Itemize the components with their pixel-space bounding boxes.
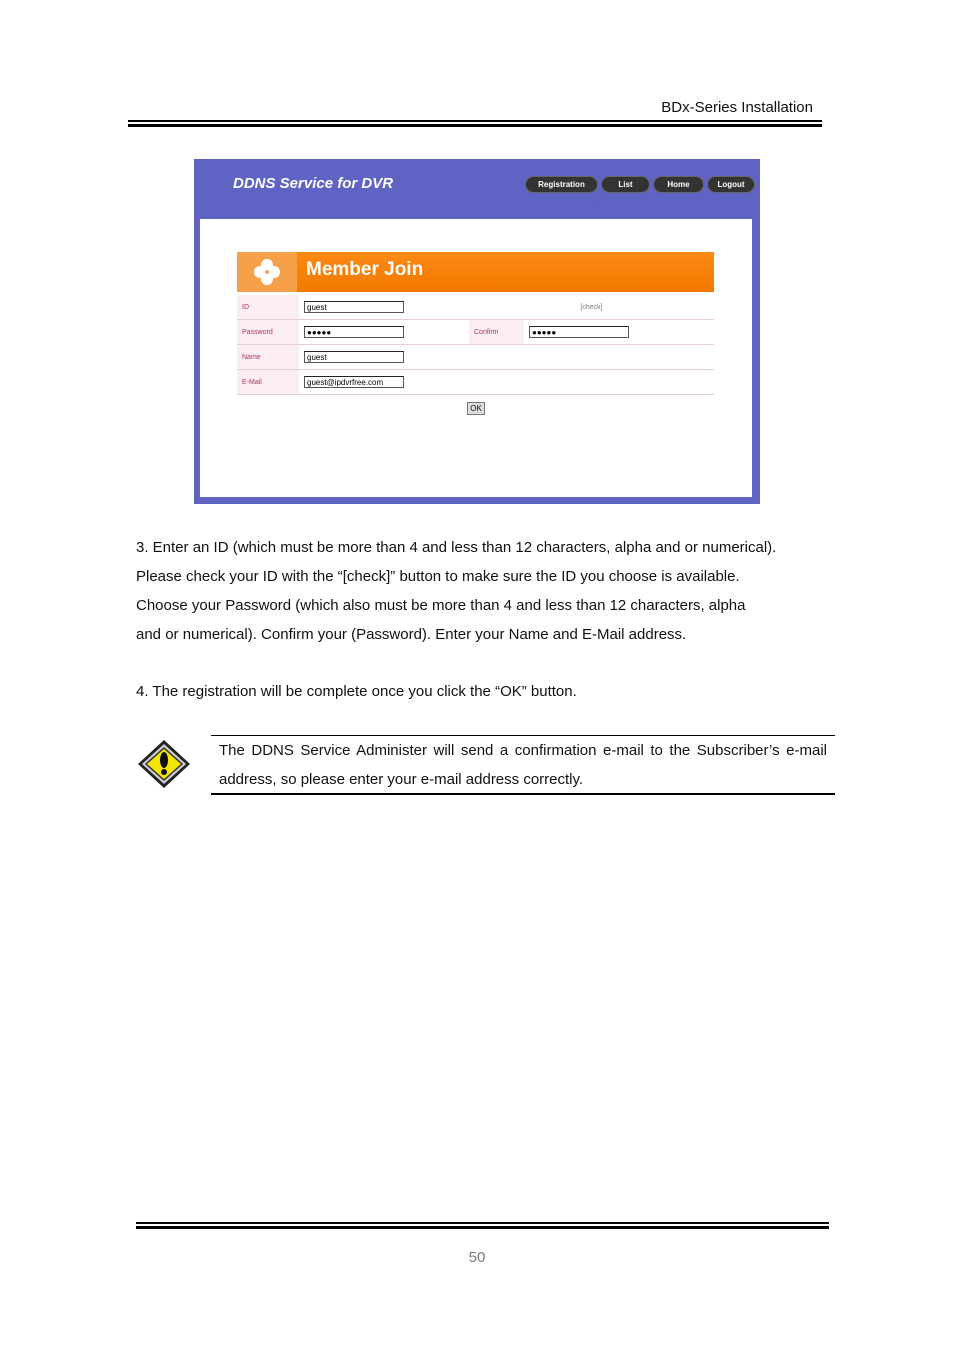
step-3-paragraph <box>136 533 776 649</box>
id-input[interactable]: guest <box>304 301 404 313</box>
name-input[interactable]: guest <box>304 351 404 363</box>
name-label: Name <box>237 345 299 370</box>
page-number: 50 <box>468 1249 486 1266</box>
confirm-label: Confirm <box>469 320 524 345</box>
step-3-line: Please check your ID with the “[check]” button to make sure the ID you choose is available. <box>136 568 740 585</box>
confirm-input[interactable]: ●●●●● <box>529 326 629 338</box>
id-label: ID <box>237 295 299 320</box>
form-row-password <box>237 320 714 345</box>
site-title: DDNS Service for DVR <box>233 175 394 192</box>
email-label: E-Mail <box>237 370 299 395</box>
note-bottom-rule <box>211 793 835 795</box>
member-join-form <box>237 295 714 395</box>
ok-button[interactable]: OK <box>467 402 485 415</box>
step-3-line: 3. Enter an ID (which must be more than 4 and less than 12 characters, alpha and or numerical). <box>136 539 777 556</box>
email-input[interactable]: guest@ipdvrfree.com <box>304 376 404 388</box>
password-label: Password <box>237 320 299 345</box>
nav-registration-button[interactable]: Registration <box>525 176 598 193</box>
step-3-line: and or numerical). Confirm your (Password). Enter your Name and E-Mail address. <box>136 626 687 643</box>
member-join-banner <box>237 252 714 292</box>
ddns-screenshot <box>194 159 760 504</box>
nav-home-button[interactable]: Home <box>653 176 704 193</box>
form-row-id <box>237 295 714 320</box>
form-row-name <box>237 345 714 370</box>
cross-logo-icon <box>237 252 297 292</box>
header-curve <box>194 199 760 239</box>
check-link[interactable]: [check] <box>580 303 603 311</box>
password-input[interactable]: ●●●●● <box>304 326 404 338</box>
nav-bar <box>525 176 755 193</box>
nav-list-button[interactable]: List <box>601 176 650 193</box>
header-title: BDx-Series Installation <box>661 99 813 116</box>
form-row-email <box>237 370 714 395</box>
nav-logout-button[interactable]: Logout <box>707 176 755 193</box>
note-text: The DDNS Service Administer will send a confirmation e-mail to the Subscriber’s e-mail address, so please enter your e-mail address correctly. <box>219 742 827 788</box>
step-4-paragraph: 4. The registration will be complete once you click the “OK” button. <box>136 683 577 700</box>
banner-title: Member Join <box>306 259 424 280</box>
step-3-line: Choose your Password (which also must be more than 4 and less than 12 characters, alpha <box>136 597 746 614</box>
warning-icon <box>137 739 191 789</box>
